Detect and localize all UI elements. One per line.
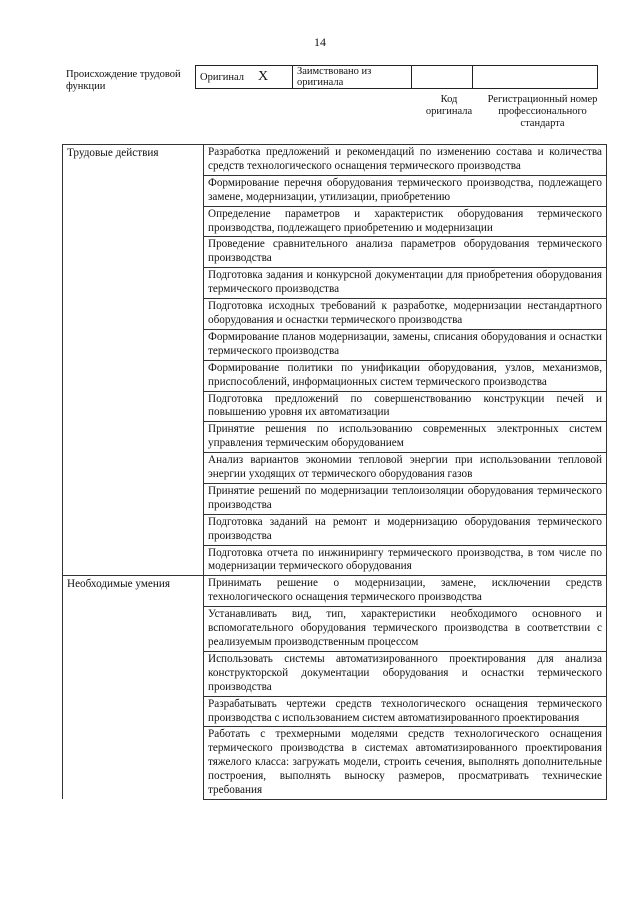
section-item: Разработка предложений и рекомендаций по изменению состава и количества средств технологического оснащения термического производства xyxy=(204,145,607,176)
original-cell xyxy=(196,66,293,89)
section-item: Подготовка отчета по инжинирингу термического производства, в том числе по модернизации термического оборудования xyxy=(204,545,607,576)
section-item: Работать с трехмерными моделями средств технологического оснащения термического производства в системах автоматизированного проектирования тяжелого класса: загружать модели, строить сечения, выполнять дополнительные построения, выполнять выноску размеров, просматривать технические требования xyxy=(204,727,607,800)
section-item: Принимать решение о модернизации, замене, исключении средств технологического оснащения термического производства xyxy=(204,576,607,607)
section-item: Определение параметров и характеристик оборудования термического производства, подлежащего приобретению и модернизации xyxy=(204,206,607,237)
borrowed-cell: Заимствовано из оригинала xyxy=(293,66,412,89)
origin-table xyxy=(195,65,598,89)
page-number: 14 xyxy=(314,35,326,49)
section-item: Разрабатывать чертежи средств технологического оснащения термического производства с использованием систем автоматизированного проектирования xyxy=(204,696,607,727)
section-item: Формирование планов модернизации, замены, списания оборудования и оснастки термического производства xyxy=(204,329,607,360)
code-caption: Код оригинала xyxy=(425,94,473,117)
table-row xyxy=(63,145,607,176)
section-item: Устанавливать вид, тип, характеристики необходимого основного и вспомогательного оборудования термического производства в соответствии с реализуемым производственным процессом xyxy=(204,607,607,652)
section-item: Анализ вариантов экономии тепловой энергии при использовании тепловой энергии уходящих от термического оборудования газов xyxy=(204,453,607,484)
original-mark: X xyxy=(258,69,269,84)
reg-number-cell xyxy=(473,66,598,89)
section-item: Подготовка задания и конкурсной документации для приобретения оборудования термического производства xyxy=(204,268,607,299)
code-cell xyxy=(412,66,473,89)
section-item: Подготовка исходных требований к разработке, модернизации нестандартного оборудования и оснастки термического производства xyxy=(204,299,607,330)
function-table xyxy=(62,144,607,800)
reg-number-caption: Регистрационный номер профессионального стандарта xyxy=(487,94,598,129)
origin-label: Происхождение трудовой функции xyxy=(66,69,181,92)
section-item: Подготовка заданий на ремонт и модернизацию оборудования термического производства xyxy=(204,514,607,545)
section-label: Необходимые умения xyxy=(63,576,204,800)
original-label: Оригинал xyxy=(200,72,244,83)
table-row xyxy=(63,576,607,607)
section-item: Использовать системы автоматизированного проектирования для анализа конструкторской документации оборудования и оснастки термического производства xyxy=(204,651,607,696)
section-item: Формирование перечня оборудования термического производства, подлежащего замене, модернизации, утилизации, приобретению xyxy=(204,175,607,206)
section-item: Формирование политики по унификации оборудования, узлов, механизмов, приспособлений, информационных систем термического производства xyxy=(204,360,607,391)
section-item: Подготовка предложений по совершенствованию конструкции печей и повышению уровня их автоматизации xyxy=(204,391,607,422)
section-item: Проведение сравнительного анализа параметров оборудования термического производства xyxy=(204,237,607,268)
section-item: Принятие решений по модернизации теплоизоляции оборудования термического производства xyxy=(204,483,607,514)
section-item: Принятие решения по использованию современных электронных систем управления термическим оборудованием xyxy=(204,422,607,453)
section-label: Трудовые действия xyxy=(63,145,204,576)
